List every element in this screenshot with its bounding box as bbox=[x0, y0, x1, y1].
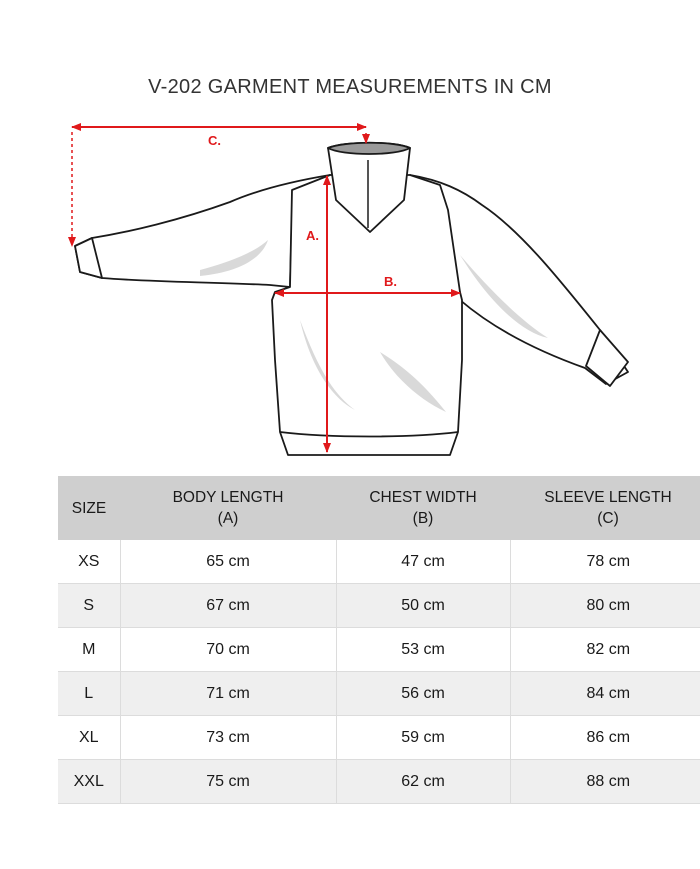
size-chart-table bbox=[58, 476, 700, 804]
header-chest-width bbox=[336, 476, 510, 540]
label-b: B. bbox=[384, 274, 397, 289]
cell-size: M bbox=[58, 628, 120, 672]
cell-chest-width: 59 cm bbox=[336, 716, 510, 760]
header-chest-width-label: CHEST WIDTH bbox=[369, 489, 477, 506]
cell-chest-width: 50 cm bbox=[336, 584, 510, 628]
cell-size: XS bbox=[58, 540, 120, 584]
header-size-label: SIZE bbox=[71, 499, 107, 517]
cell-body-length: 67 cm bbox=[120, 584, 336, 628]
cell-sleeve-length: 78 cm bbox=[510, 540, 700, 584]
header-sleeve-length bbox=[510, 476, 700, 540]
table-row bbox=[58, 672, 700, 716]
header-size bbox=[58, 476, 120, 540]
cell-sleeve-length: 82 cm bbox=[510, 628, 700, 672]
header-chest-width-code: (B) bbox=[412, 510, 434, 527]
table-header-row bbox=[58, 476, 700, 540]
cell-sleeve-length: 80 cm bbox=[510, 584, 700, 628]
garment-diagram bbox=[0, 110, 700, 470]
header-body-length-label: BODY LENGTH bbox=[172, 489, 284, 506]
cell-chest-width: 62 cm bbox=[336, 760, 510, 804]
cell-body-length: 71 cm bbox=[120, 672, 336, 716]
table-row bbox=[58, 628, 700, 672]
cell-size: XXL bbox=[58, 760, 120, 804]
cell-body-length: 73 cm bbox=[120, 716, 336, 760]
header-sleeve-length-code: (C) bbox=[597, 510, 619, 527]
cell-size: S bbox=[58, 584, 120, 628]
cell-size: L bbox=[58, 672, 120, 716]
header-body-length bbox=[120, 476, 336, 540]
table-row bbox=[58, 584, 700, 628]
table-row bbox=[58, 760, 700, 804]
cell-sleeve-length: 84 cm bbox=[510, 672, 700, 716]
header-body-length-code: (A) bbox=[217, 510, 239, 527]
cell-chest-width: 53 cm bbox=[336, 628, 510, 672]
page-title: V-202 GARMENT MEASUREMENTS IN CM bbox=[148, 76, 552, 98]
cell-body-length: 65 cm bbox=[120, 540, 336, 584]
label-c: C. bbox=[208, 133, 221, 148]
label-a: A. bbox=[306, 228, 319, 243]
sweater-outline bbox=[75, 143, 628, 455]
cell-chest-width: 47 cm bbox=[336, 540, 510, 584]
table-row bbox=[58, 540, 700, 584]
cell-sleeve-length: 86 cm bbox=[510, 716, 700, 760]
cell-chest-width: 56 cm bbox=[336, 672, 510, 716]
cell-body-length: 70 cm bbox=[120, 628, 336, 672]
header-sleeve-length-label: SLEEVE LENGTH bbox=[544, 489, 672, 506]
table-row bbox=[58, 716, 700, 760]
cell-body-length: 75 cm bbox=[120, 760, 336, 804]
cell-size: XL bbox=[58, 716, 120, 760]
cell-sleeve-length: 88 cm bbox=[510, 760, 700, 804]
collar-inner bbox=[328, 143, 410, 154]
